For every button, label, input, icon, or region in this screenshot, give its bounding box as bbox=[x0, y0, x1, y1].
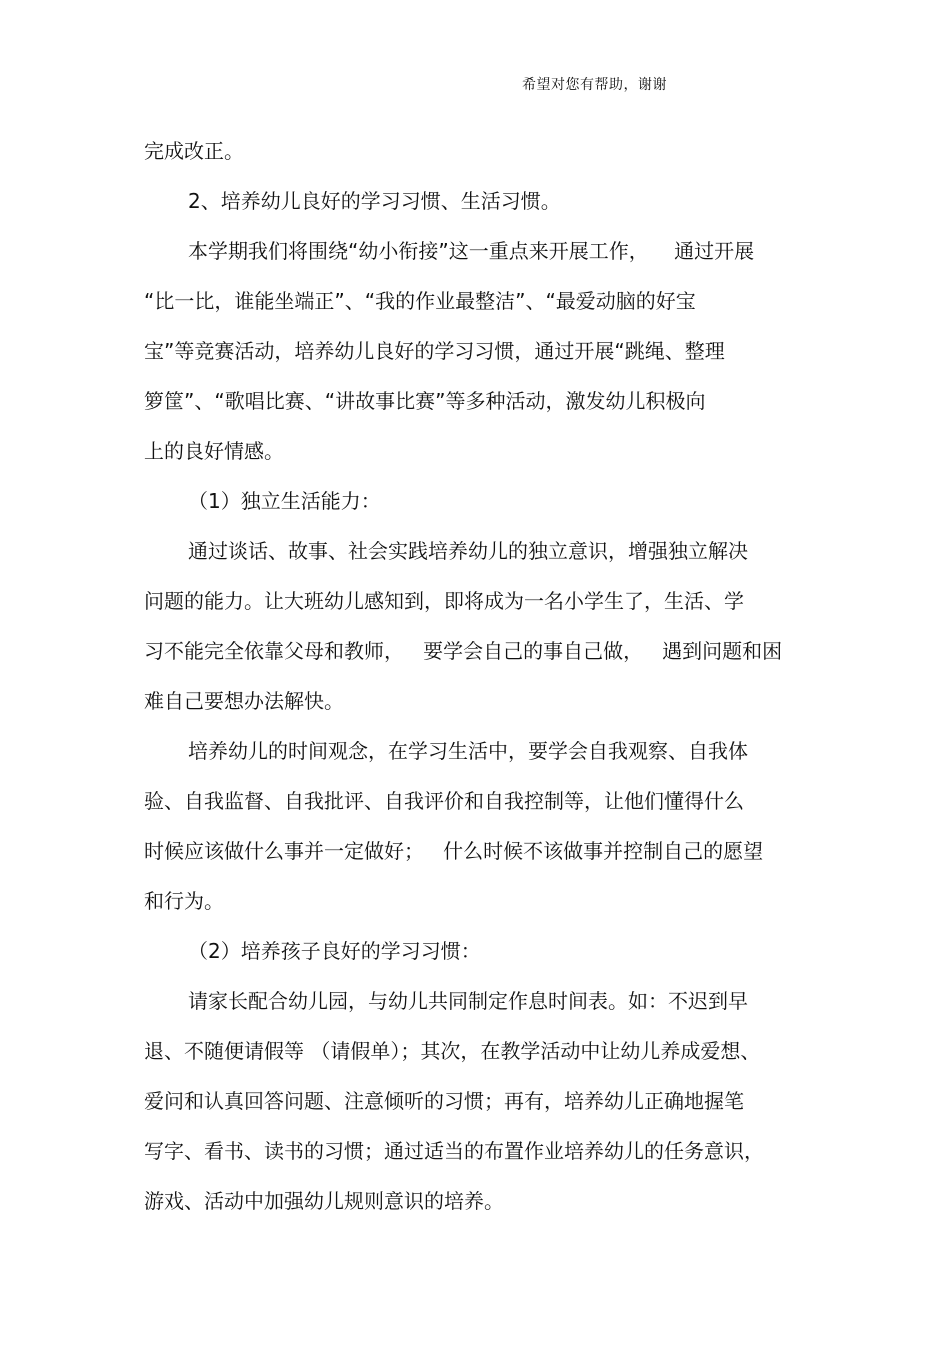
subsection-heading: （2）培养孩子良好的学习习惯： bbox=[188, 939, 481, 963]
text-line: 箩筐”、“歌唱比赛、“讲故事比赛”等多种活动，激发幼儿积极向 bbox=[144, 389, 706, 413]
text-line: 请家长配合幼儿园，与幼儿共同制定作息时间表。如：不迟到早 bbox=[188, 989, 748, 1013]
section-heading: 2、培养幼儿良好的学习习惯、生活习惯。 bbox=[188, 189, 561, 213]
text-line: 和行为。 bbox=[144, 889, 224, 913]
text-line: 本学期我们将围绕“幼小衔接”这一重点来开展工作， 通过开展 bbox=[188, 239, 755, 263]
text-line: 上的良好情感。 bbox=[144, 439, 284, 463]
text-line: 问题的能力。让大班幼儿感知到，即将成为一名小学生了，生活、学 bbox=[144, 589, 744, 613]
header-note: 希望对您有帮助，谢谢 bbox=[522, 77, 667, 93]
text-line: “比一比，谁能坐端正”、“我的作业最整洁”、“最爱动脑的好宝 bbox=[144, 289, 696, 313]
text-line: 通过谈话、故事、社会实践培养幼儿的独立意识，增强独立解决 bbox=[188, 539, 748, 563]
text-line: 验、自我监督、自我批评、自我评价和自我控制等，让他们懂得什么 bbox=[144, 789, 744, 813]
text-line: 培养幼儿的时间观念，在学习生活中，要学会自我观察、自我体 bbox=[188, 739, 748, 763]
text-line: 完成改正。 bbox=[144, 139, 244, 163]
text-line: 爱问和认真回答问题、注意倾听的习惯；再有，培养幼儿正确地握笔 bbox=[144, 1089, 744, 1113]
text-line: 习不能完全依靠父母和教师， 要学会自己的事自己做， 遇到问题和困 bbox=[144, 639, 783, 663]
subsection-heading: （1）独立生活能力： bbox=[188, 489, 381, 513]
document-body bbox=[144, 126, 812, 1226]
text-line: 难自己要想办法解快。 bbox=[144, 689, 344, 713]
text-line: 宝”等竞赛活动，培养幼儿良好的学习习惯，通过开展“跳绳、整理 bbox=[144, 339, 725, 363]
text-line: 写字、看书、读书的习惯；通过适当的布置作业培养幼儿的任务意识， bbox=[144, 1139, 764, 1163]
text-line: 游戏、活动中加强幼儿规则意识的培养。 bbox=[144, 1189, 504, 1213]
text-line: 退、不随便请假等 （请假单）；其次，在教学活动中让幼儿养成爱想、 bbox=[144, 1039, 761, 1063]
text-line: 时候应该做什么事并一定做好； 什么时候不该做事并控制自己的愿望 bbox=[144, 839, 764, 863]
